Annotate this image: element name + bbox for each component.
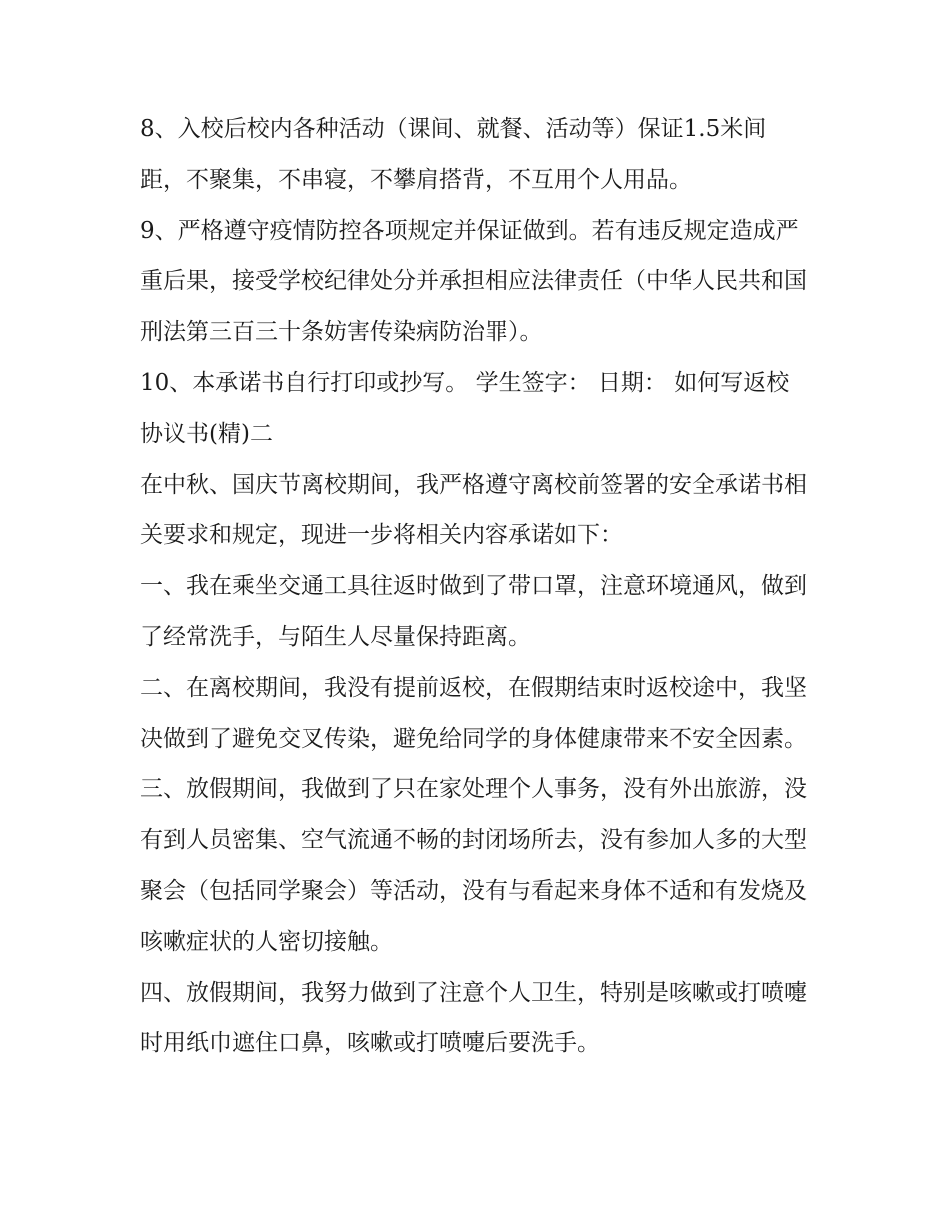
paragraph-item-9: 9、严格遵守疫情防控各项规定并保证做到。若有违反规定造成严重后果，接受学校纪律处分并承担相应法律责任（中华人民共和国刑法第三百三十条妨害传染病防治罪）。 xyxy=(140,217,807,346)
paragraph-four: 四、放假期间，我努力做到了注意个人卫生，特别是咳嗽或打喷嚏时用纸巾遮住口鼻，咳嗽或打喷嚏后要洗手。 xyxy=(140,979,807,1057)
document-body xyxy=(140,104,812,1069)
paragraph-item-10: 10、本承诺书自行打印或抄写。 学生签字： 日期： 如何写返校协议书(精)二 xyxy=(140,369,790,447)
paragraph-three: 三、放假期间，我做到了只在家处理个人事务，没有外出旅游，没有到人员密集、空气流通不畅的封闭场所去，没有参加人多的大型聚会（包括同学聚会）等活动，没有与看起来身体不适和有发烧及咳嗽症状的人密切接触。 xyxy=(140,776,807,955)
paragraph-two: 二、在离校期间，我没有提前返校，在假期结束时返校途中，我坚决做到了避免交叉传染，避免给同学的身体健康带来不安全因素。 xyxy=(140,674,807,752)
paragraph-intro: 在中秋、国庆节离校期间，我严格遵守离校前签署的安全承诺书相关要求和规定，现进一步将相关内容承诺如下： xyxy=(140,471,807,549)
paragraph-one: 一、我在乘坐交通工具往返时做到了带口罩，注意环境通风，做到了经常洗手，与陌生人尽量保持距离。 xyxy=(140,573,807,650)
paragraph-item-8: 8、入校后校内各种活动（课间、就餐、活动等）保证1.5米间距，不聚集，不串寝，不攀肩搭背，不互用个人用品。 xyxy=(140,116,767,193)
